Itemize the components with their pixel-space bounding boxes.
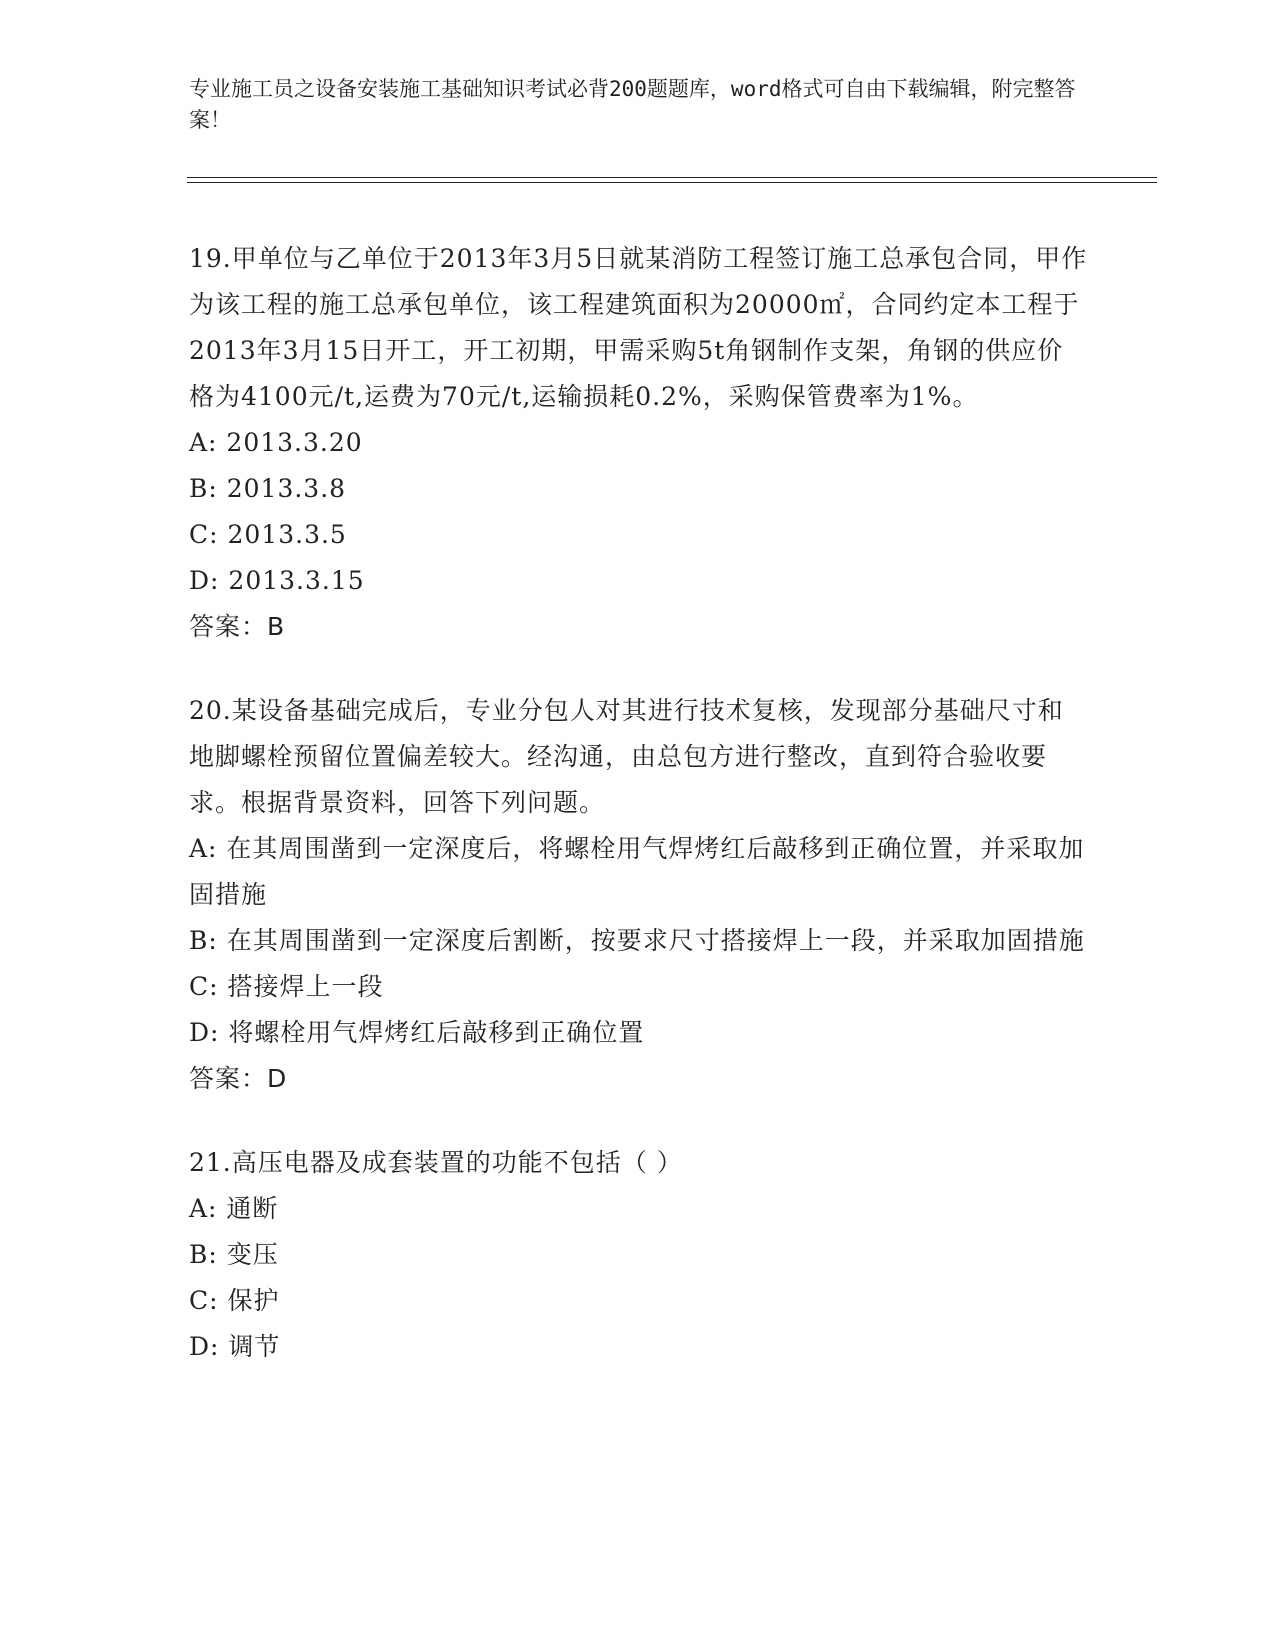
question-20 — [189, 688, 1089, 1102]
option-d: D: 2013.3.15 — [189, 566, 365, 595]
option-b: B: 在其周围凿到一定深度后割断，按要求尺寸搭接焊上一段，并采取加固措施 — [189, 926, 1085, 955]
answer: 答案：D — [189, 1064, 288, 1093]
question-stem: 21.高压电器及成套装置的功能不包括（ ） — [189, 1148, 683, 1177]
answer: 答案：B — [189, 612, 286, 641]
option-d: D: 调节 — [189, 1332, 281, 1361]
option-c: C: 2013.3.5 — [189, 520, 347, 549]
header-divider-top — [187, 177, 1157, 178]
option-a: A: 2013.3.20 — [189, 428, 363, 457]
question-19 — [189, 236, 1089, 650]
header-divider-bottom — [187, 182, 1157, 183]
question-21 — [189, 1140, 1089, 1370]
option-c: C: 保护 — [189, 1286, 280, 1315]
question-stem: 19.甲单位与乙单位于2013年3月5日就某消防工程签订施工总承包合同，甲作为该工程的施工总承包单位，该工程建筑面积为20000㎡，合同约定本工程于2013年3月15日开工，开工初期，甲需采购5t角钢制作支架，角钢的供应价格为4100元/t,运费为70元/t,运输损耗0.2%，采购保管费率为1%。 — [189, 244, 1088, 411]
question-stem: 20.某设备基础完成后，专业分包人对其进行技术复核，发现部分基础尺寸和地脚螺栓预留位置偏差较大。经沟通，由总包方进行整改，直到符合验收要求。根据背景资料，回答下列问题。 — [189, 696, 1064, 817]
question-list — [189, 236, 1089, 1408]
document-header: 专业施工员之设备安装施工基础知识考试必背200题题库，word格式可自由下载编辑，附完整答案！ — [189, 77, 1076, 132]
option-b: B: 2013.3.8 — [189, 474, 347, 503]
option-d: D: 将螺栓用气焊烤红后敲移到正确位置 — [189, 1018, 645, 1047]
option-a: A: 在其周围凿到一定深度后，将螺栓用气焊烤红后敲移到正确位置，并采取加固措施 — [189, 834, 1085, 909]
option-b: B: 变压 — [189, 1240, 279, 1269]
option-a: A: 通断 — [189, 1194, 279, 1223]
option-c: C: 搭接焊上一段 — [189, 972, 384, 1001]
